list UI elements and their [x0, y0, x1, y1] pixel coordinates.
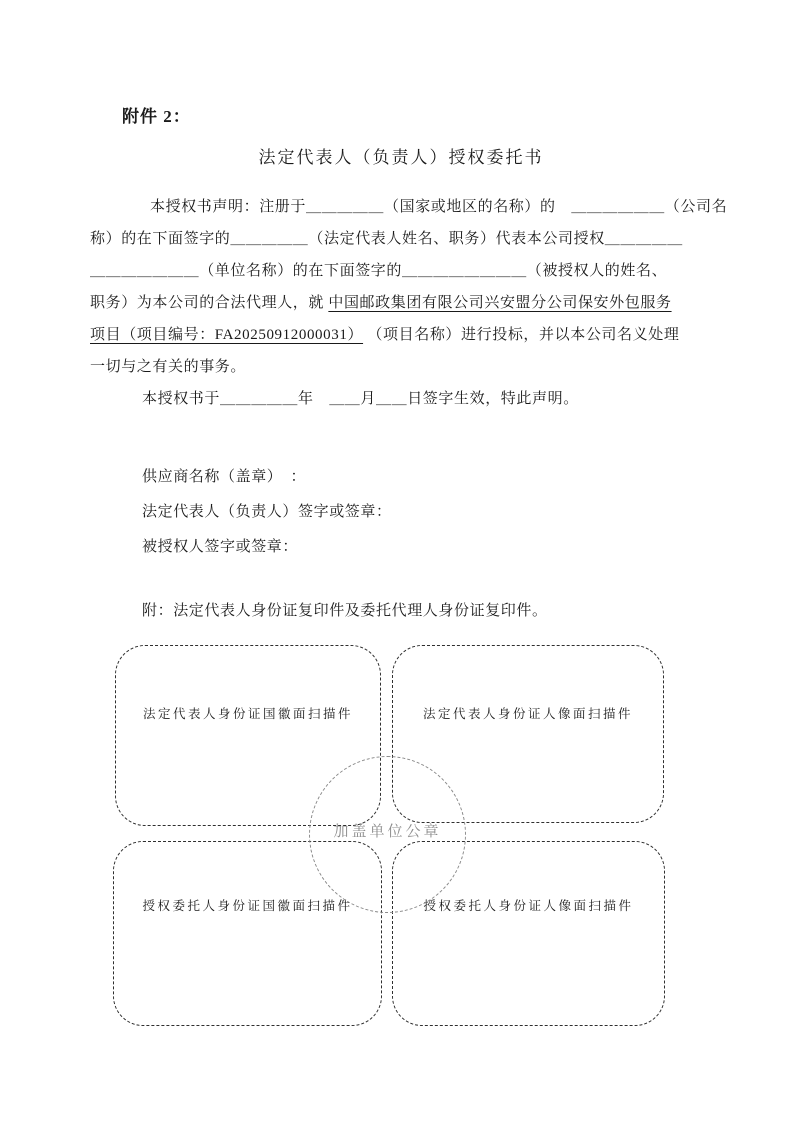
paragraph-line-6: 一切与之有关的事务。 [90, 359, 247, 375]
legal-rep-signature-line: 法定代表人（负责人）签字或签章： [142, 504, 392, 520]
paragraph-text: （项目名称）进行投标，并以本公司名义处理 [363, 327, 680, 343]
paragraph-line-5 [90, 319, 750, 351]
paragraph-text: 职务）为本公司的合法代理人，就 [90, 295, 329, 311]
id-box-label: 授权委托人身份证人像面扫描件 [423, 899, 634, 913]
supplier-name-line: 供应商名称（盖章） ： [142, 469, 307, 485]
signature-block [90, 460, 690, 565]
id-box-label: 法定代表人身份证人像面扫描件 [422, 707, 633, 721]
effective-date-line: 本授权书于＿＿＿＿＿年 ＿＿月＿＿日签字生效，特此声明。 [142, 391, 579, 407]
attachment-note: 附：法定代表人身份证复印件及委托代理人身份证复印件。 [142, 603, 548, 619]
authorized-person-signature-line: 被授权人签字或签章： [142, 539, 299, 555]
paragraph-line-3: ＿＿＿＿＿＿＿（单位名称）的在下面签字的＿＿＿＿＿＿＿＿（被授权人的姓名、 [90, 263, 668, 279]
paragraph-line-4 [90, 287, 750, 319]
project-number-underlined: 项目（项目编号：FA20250912000031） [90, 327, 364, 343]
document-title: 法定代表人（负责人）授权委托书 [258, 148, 544, 167]
paragraph-line-2: 称）的在下面签字的＿＿＿＿＿（法定代表人姓名、职务）代表本公司授权＿＿＿＿＿ [90, 231, 683, 247]
paragraph-line-1: 本授权书声明：注册于＿＿＿＿＿（国家或地区的名称）的 ＿＿＿＿＿＿（公司名 [150, 199, 728, 215]
attachment-heading: 附件 2： [122, 107, 191, 126]
seal-placeholder-text: 加盖单位公章 [333, 824, 442, 840]
declaration-paragraph [90, 191, 750, 415]
project-name-underlined: 中国邮政集团有限公司兴安盟分公司保安外包服务 [328, 295, 672, 311]
seal-circle [309, 756, 466, 913]
id-box-label: 授权委托人身份证国徽面扫描件 [142, 899, 353, 913]
id-box-label: 法定代表人身份证国徽面扫描件 [142, 707, 353, 721]
